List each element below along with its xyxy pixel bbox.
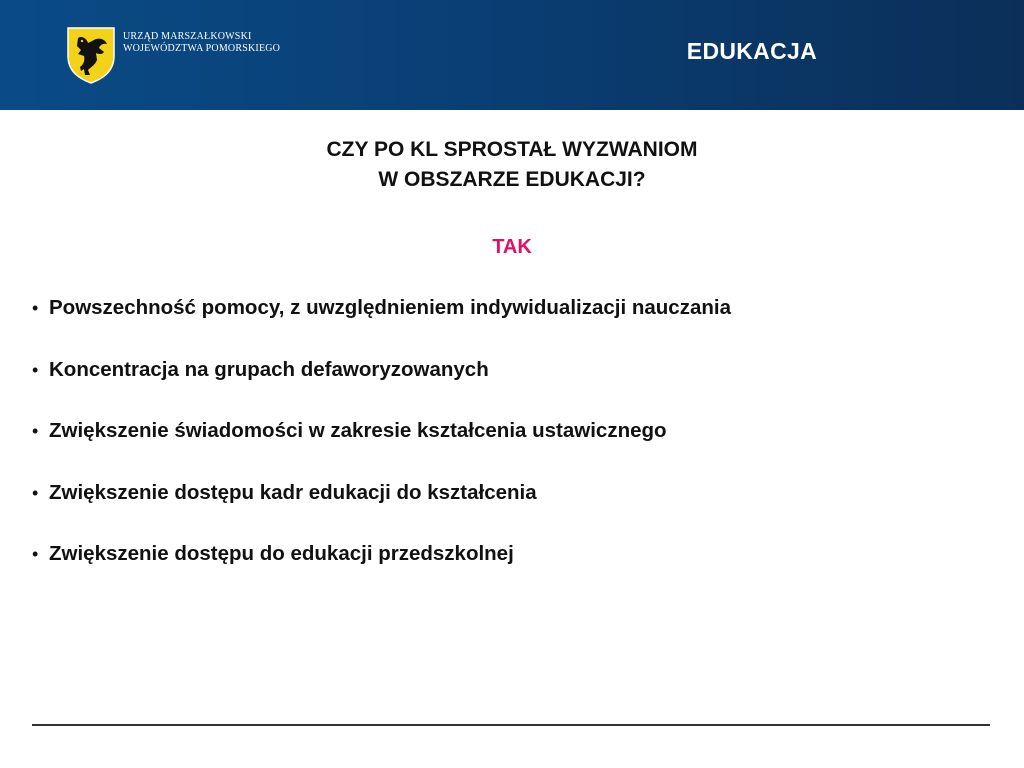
coat-of-arms-logo: [66, 26, 116, 84]
list-item: [32, 481, 731, 543]
org-name-line-2: WOJEWÓDZTWA POMORSKIEGO: [123, 43, 281, 54]
organization-name: [123, 31, 280, 55]
bullet-icon: •: [32, 421, 39, 441]
list-item: [32, 296, 731, 358]
list-item-text: Zwiększenie dostępu kadr edukacji do kształcenia: [49, 480, 537, 504]
footer-divider: [32, 724, 990, 726]
bullet-icon: •: [32, 298, 39, 318]
bullet-icon: •: [32, 359, 39, 380]
answer-text: TAK: [492, 236, 532, 258]
bullet-icon: •: [32, 544, 39, 564]
section-title: EDUKACJA: [686, 38, 817, 64]
list-item: [32, 358, 731, 420]
list-item-text: Powszechność pomocy, z uwzględnieniem indywidualizacji nauczania: [49, 296, 731, 319]
header-bar: [0, 0, 1024, 110]
org-name-line-1: URZĄD MARSZAŁKOWSKI: [123, 31, 252, 42]
slide-question: [0, 135, 1024, 195]
list-item: [32, 542, 731, 604]
question-line-1: CZY PO KL SPROSTAŁ WYZWANIOM: [326, 138, 698, 161]
bullet-list: [32, 296, 731, 604]
list-item: [32, 419, 731, 481]
question-line-2: W OBSZARZE EDUKACJI?: [378, 168, 646, 191]
bullet-icon: •: [32, 482, 39, 503]
list-item-text: Zwiększenie świadomości w zakresie kształcenia ustawicznego: [49, 419, 667, 442]
list-item-text: Zwiększenie dostępu do edukacji przedszkolnej: [49, 542, 514, 565]
list-item-text: Koncentracja na grupach defaworyzowanych: [49, 357, 489, 381]
